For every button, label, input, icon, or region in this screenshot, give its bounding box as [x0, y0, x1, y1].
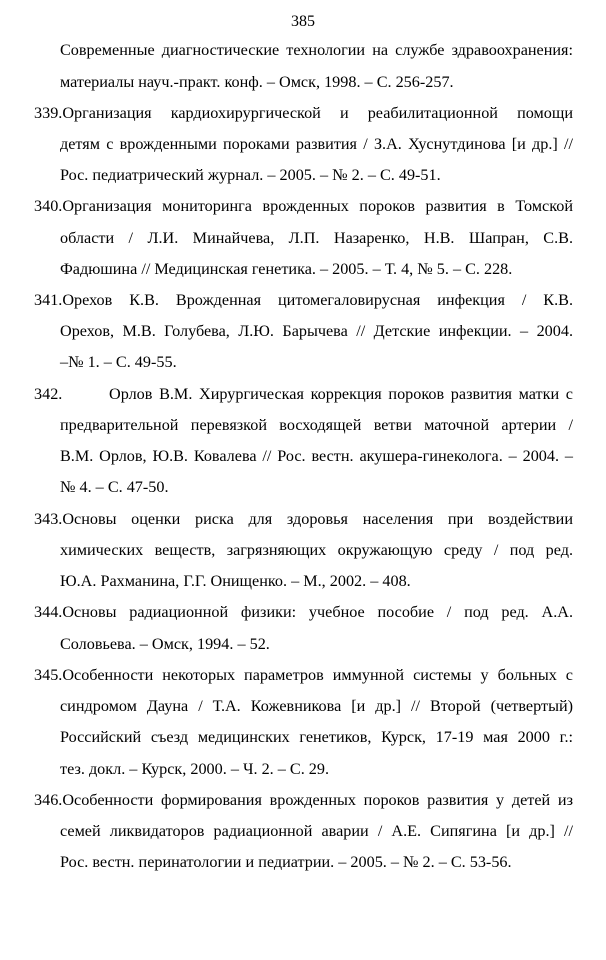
reference-line: Фадюшина // Медицинская генетика. – 2005. – Т. 4, № 5. – С. 228. — [60, 260, 513, 278]
reference-line: № 4. – С. 47-50. — [60, 478, 169, 496]
reference-line: –№ 1. – С. 49-55. — [60, 353, 177, 371]
reference-line: 341.Орехов К.В. Врожденная цитомегаловирусная инфекция / К.В. — [34, 291, 573, 309]
reference-line: материалы науч.-практ. конф. – Омск, 1998. – С. 256-257. — [60, 73, 454, 91]
reference-line: Современные диагностические технологии на службе здравоохранения: — [60, 41, 573, 59]
reference-line: химических веществ, загрязняющих окружающую среду / под ред. — [60, 541, 573, 559]
reference-line: семей ликвидаторов радиационной аварии / А.Е. Сипягина [и др.] // — [60, 822, 573, 840]
reference-line: Орехов, М.В. Голубева, Л.Ю. Барычева // Детские инфекции. – 2004. — [60, 322, 573, 340]
reference-line: области / Л.И. Минайчева, Л.П. Назаренко, Н.В. Шапран, С.В. — [60, 229, 573, 247]
reference-line: 342. Орлов В.М. Хирургическая коррекция пороков развития матки с — [34, 385, 573, 403]
reference-line: предварительной перевязкой восходящей ветви маточной артерии / — [60, 416, 573, 434]
reference-line: 345.Особенности некоторых параметров иммунной системы у больных с — [34, 666, 573, 684]
reference-line: детям с врожденными пороками развития / З.А. Хуснутдинова [и др.] // — [60, 135, 573, 153]
page-number: 385 — [291, 13, 315, 30]
reference-line: 340.Организация мониторинга врожденных пороков развития в Томской — [34, 197, 573, 215]
reference-line: Рос. педиатрический журнал. – 2005. – № 2. – С. 49-51. — [60, 166, 441, 184]
reference-line: Российский съезд медицинских генетиков, Курск, 17-19 мая 2000 г.: — [60, 728, 573, 746]
reference-line: 343.Основы оценки риска для здоровья населения при воздействии — [34, 510, 573, 528]
reference-line: В.М. Орлов, Ю.В. Ковалева // Рос. вестн. акушера-гинеколога. – 2004. – — [60, 447, 573, 465]
reference-line: Соловьева. – Омск, 1994. – 52. — [60, 635, 270, 653]
reference-line: 346.Особенности формирования врожденных пороков развития у детей из — [34, 791, 573, 809]
reference-line: синдромом Дауна / Т.А. Кожевникова [и др.] // Второй (четвертый) — [60, 697, 573, 715]
reference-line: Ю.А. Рахманина, Г.Г. Онищенко. – М., 2002. – 408. — [60, 572, 411, 590]
reference-line: 339.Организация кардиохирургической и реабилитационной помощи — [34, 104, 573, 122]
reference-line: тез. докл. – Курск, 2000. – Ч. 2. – С. 29. — [60, 760, 330, 778]
reference-line: 344.Основы радиационной физики: учебное пособие / под ред. А.А. — [34, 603, 573, 621]
reference-line: Рос. вестн. перинатологии и педиатрии. – 2005. – № 2. – С. 53-56. — [60, 853, 512, 871]
